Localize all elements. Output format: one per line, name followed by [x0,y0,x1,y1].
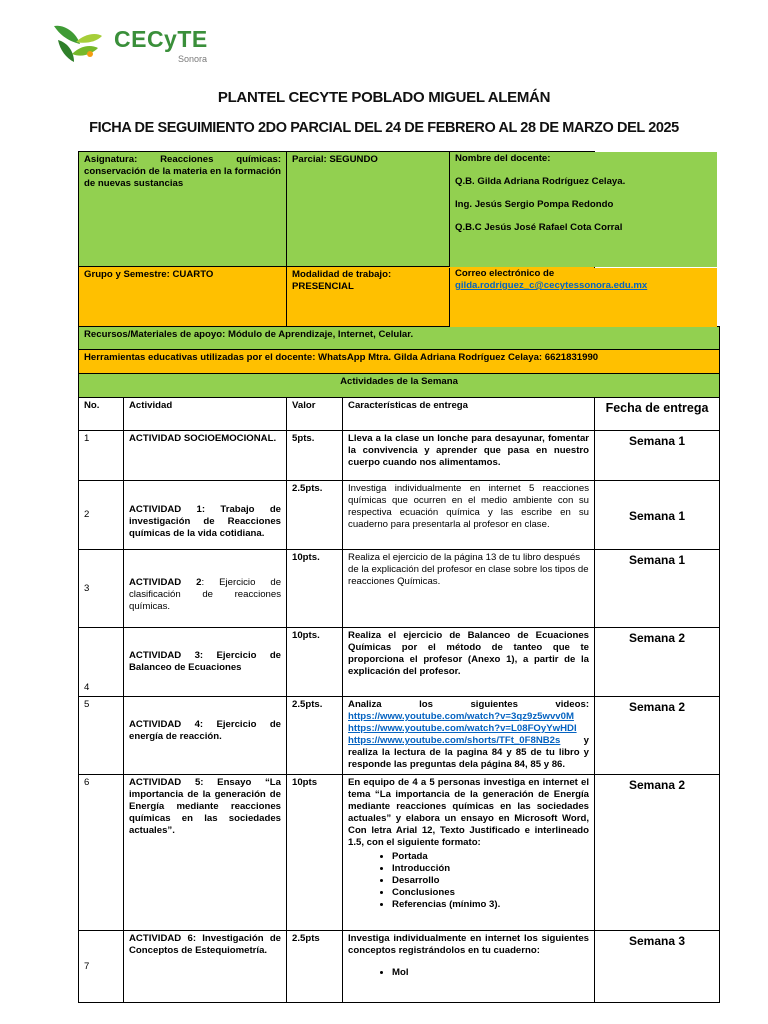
row-no: 2 [79,481,124,550]
row-no: 5 [79,697,124,775]
row-desc [343,931,595,1003]
grupo-cell: Grupo y Semestre: CUARTO [79,267,287,327]
row-no: 3 [79,550,124,628]
row-desc-text: En equipo de 4 a 5 personas investiga en internet el tema “La importancia de la generación de Energía mediante reacciones químicas en las sociedades actuales” y elabora un ensayo en Microsoft Word, Con letra Arial 12, Texto Justificado e interlineado 1.5, con el siguiente formato: [348,777,590,848]
row-desc-tail: realiza la lectura de la pagina 84 y 85 de tu libro y responde las preguntas dela página 84, 85 y 86. [348,747,590,770]
correo-label: Correo electrónico de [455,268,555,279]
docente-name-3: Q.B.C Jesús José Rafael Cota Corral [455,222,623,233]
email-link[interactable]: gilda.rodriguez_c@cecytessonora.edu.mx [455,280,648,291]
col-no: No. [79,398,124,431]
row-desc-lead: Analiza los siguientes videos: [348,699,590,710]
row-no: 6 [79,775,124,931]
list-item: • Conclusiones [392,887,589,899]
row-fecha: Semana 3 [595,931,720,1003]
row-desc: Realiza el ejercicio de Balanceo de Ecuaciones Químicas por el método de tanteo que te proporciona el profesor (Anexo 1), a partir de la explicación del profesor. [343,628,595,697]
col-actividad: Actividad [124,398,287,431]
row-no: 7 [79,931,124,1003]
row-desc-connector: y [583,735,590,746]
row-fecha: Semana 1 [595,550,720,628]
row-no: 1 [79,431,124,481]
row-desc [343,697,595,775]
col-fecha: Fecha de entrega [595,398,720,431]
cecyte-logo [50,20,220,72]
row-fecha: Semana 1 [595,481,720,550]
row-actividad: ACTIVIDAD 3: Ejercicio de Balanceo de Ecuaciones [124,628,287,697]
row-desc [343,775,595,931]
page-subtitle: FICHA DE SEGUIMIENTO 2DO PARCIAL DEL 24 DE FEBRERO AL 28 DE MARZO DEL 2025 [89,120,679,136]
video-link-2[interactable]: https://www.youtube.com/watch?v=L08FOyYwHDI [348,723,577,734]
list-item: • Mol [392,967,589,979]
page-title: PLANTEL CECYTE POBLADO MIGUEL ALEMÁN [217,89,551,106]
modalidad-label: Modalidad de trabajo: [292,269,392,280]
table-row [79,697,720,775]
row-desc: Lleva a la clase un lonche para desayunar, fomentar la convivencia y aprender que pasa en nuestro cuerpo cuando nos alimentamos. [343,431,595,481]
video-link-1[interactable]: https://www.youtube.com/watch?v=3qz9z5wvv0M [348,711,574,722]
brand-subtitle: Sonora [178,54,208,64]
table-row [79,628,720,697]
row-no: 4 [79,628,124,697]
row-actividad-bold: ACTIVIDAD 2 [129,576,202,588]
table-row [79,931,720,1003]
col-caracteristicas: Características de entrega [343,398,595,431]
row-desc: Realiza el ejercicio de la página 13 de tu libro después de la explicación del profesor en clase sobre los tipos de reacciones Químicas. [343,550,595,628]
col-valor: Valor [287,398,343,431]
recursos-cell: Recursos/Materiales de apoyo: Módulo de Aprendizaje, Internet, Celular. [79,327,720,350]
table-header [79,398,720,431]
table-row [79,431,720,481]
row-fecha: Semana 2 [595,697,720,775]
docente-name-2: Ing. Jesús Sergio Pompa Redondo [455,199,614,210]
row-actividad: ACTIVIDAD 6: Investigación de Conceptos de Estequiometría. [124,931,287,1003]
row-valor: 10pts [287,775,343,931]
docente-cell [449,152,717,267]
video-link-3[interactable]: https://www.youtube.com/shorts/TFt_0F8NB2s [348,735,561,746]
row-fecha: Semana 2 [595,775,720,931]
row-desc-text: Investiga individualmente en internet los siguientes conceptos registrándolos en tu cuaderno: [348,933,590,956]
table-row [79,775,720,931]
list-item: • Referencias (mínimo 3). [392,899,589,911]
row-desc: Investiga individualmente en internet 5 reacciones químicas que ocurren en el medio ambiente con su respectiva ecuación química y las escribe en su cuaderno para presentarla al profesor en clase. [343,481,595,550]
row-actividad: ACTIVIDAD 4: Ejercicio de energía de reacción. [124,697,287,775]
list-item: • Desarrollo [392,875,589,887]
table-row [79,550,720,628]
brand-name: CECyTE [114,26,208,52]
modalidad-value: PRESENCIAL [292,281,354,292]
row-actividad: ACTIVIDAD SOCIOEMOCIONAL. [124,431,287,481]
herramientas-cell: Herramientas educativas utilizadas por el docente: WhatsApp Mtra. Gilda Adriana Rodríguez Celaya: 6621831990 [79,350,720,374]
docente-name-1: Q.B. Gilda Adriana Rodríguez Celaya. [455,176,626,187]
row-fecha: Semana 1 [595,431,720,481]
parcial-label: Parcial: SEGUNDO [292,154,378,165]
actividades-title: Actividades de la Semana [79,374,720,398]
docente-label: Nombre del docente: [455,153,551,164]
row-valor: 2.5pts. [287,697,343,775]
conceptos-list [348,967,589,979]
list-item: • Introducción [392,863,589,875]
row-actividad: ACTIVIDAD 5: Ensayo “La importancia de la generación de Energía mediante reacciones químicas en las sociedades actuales”. [124,775,287,931]
asignatura-cell: Asignatura: Reacciones químicas: conservación de la materia en la formación de nuevas sustancias [79,152,287,267]
row-valor: 10pts. [287,550,343,628]
row-actividad: ACTIVIDAD 1: Trabajo de investigación de Reacciones químicas de la vida cotidiana. [124,481,287,550]
row-valor: 5pts. [287,431,343,481]
row-valor: 2.5pts [287,931,343,1003]
correo-cell [449,268,717,327]
row-actividad-rest: : Ejercicio de clasificación de reacciones químicas. [129,576,282,612]
formato-list [348,851,589,911]
row-actividad [124,550,287,628]
row-fecha: Semana 2 [595,628,720,697]
table-row [79,481,720,550]
list-item: • Portada [392,851,589,863]
row-valor: 10pts. [287,628,343,697]
row-valor: 2.5pts. [287,481,343,550]
